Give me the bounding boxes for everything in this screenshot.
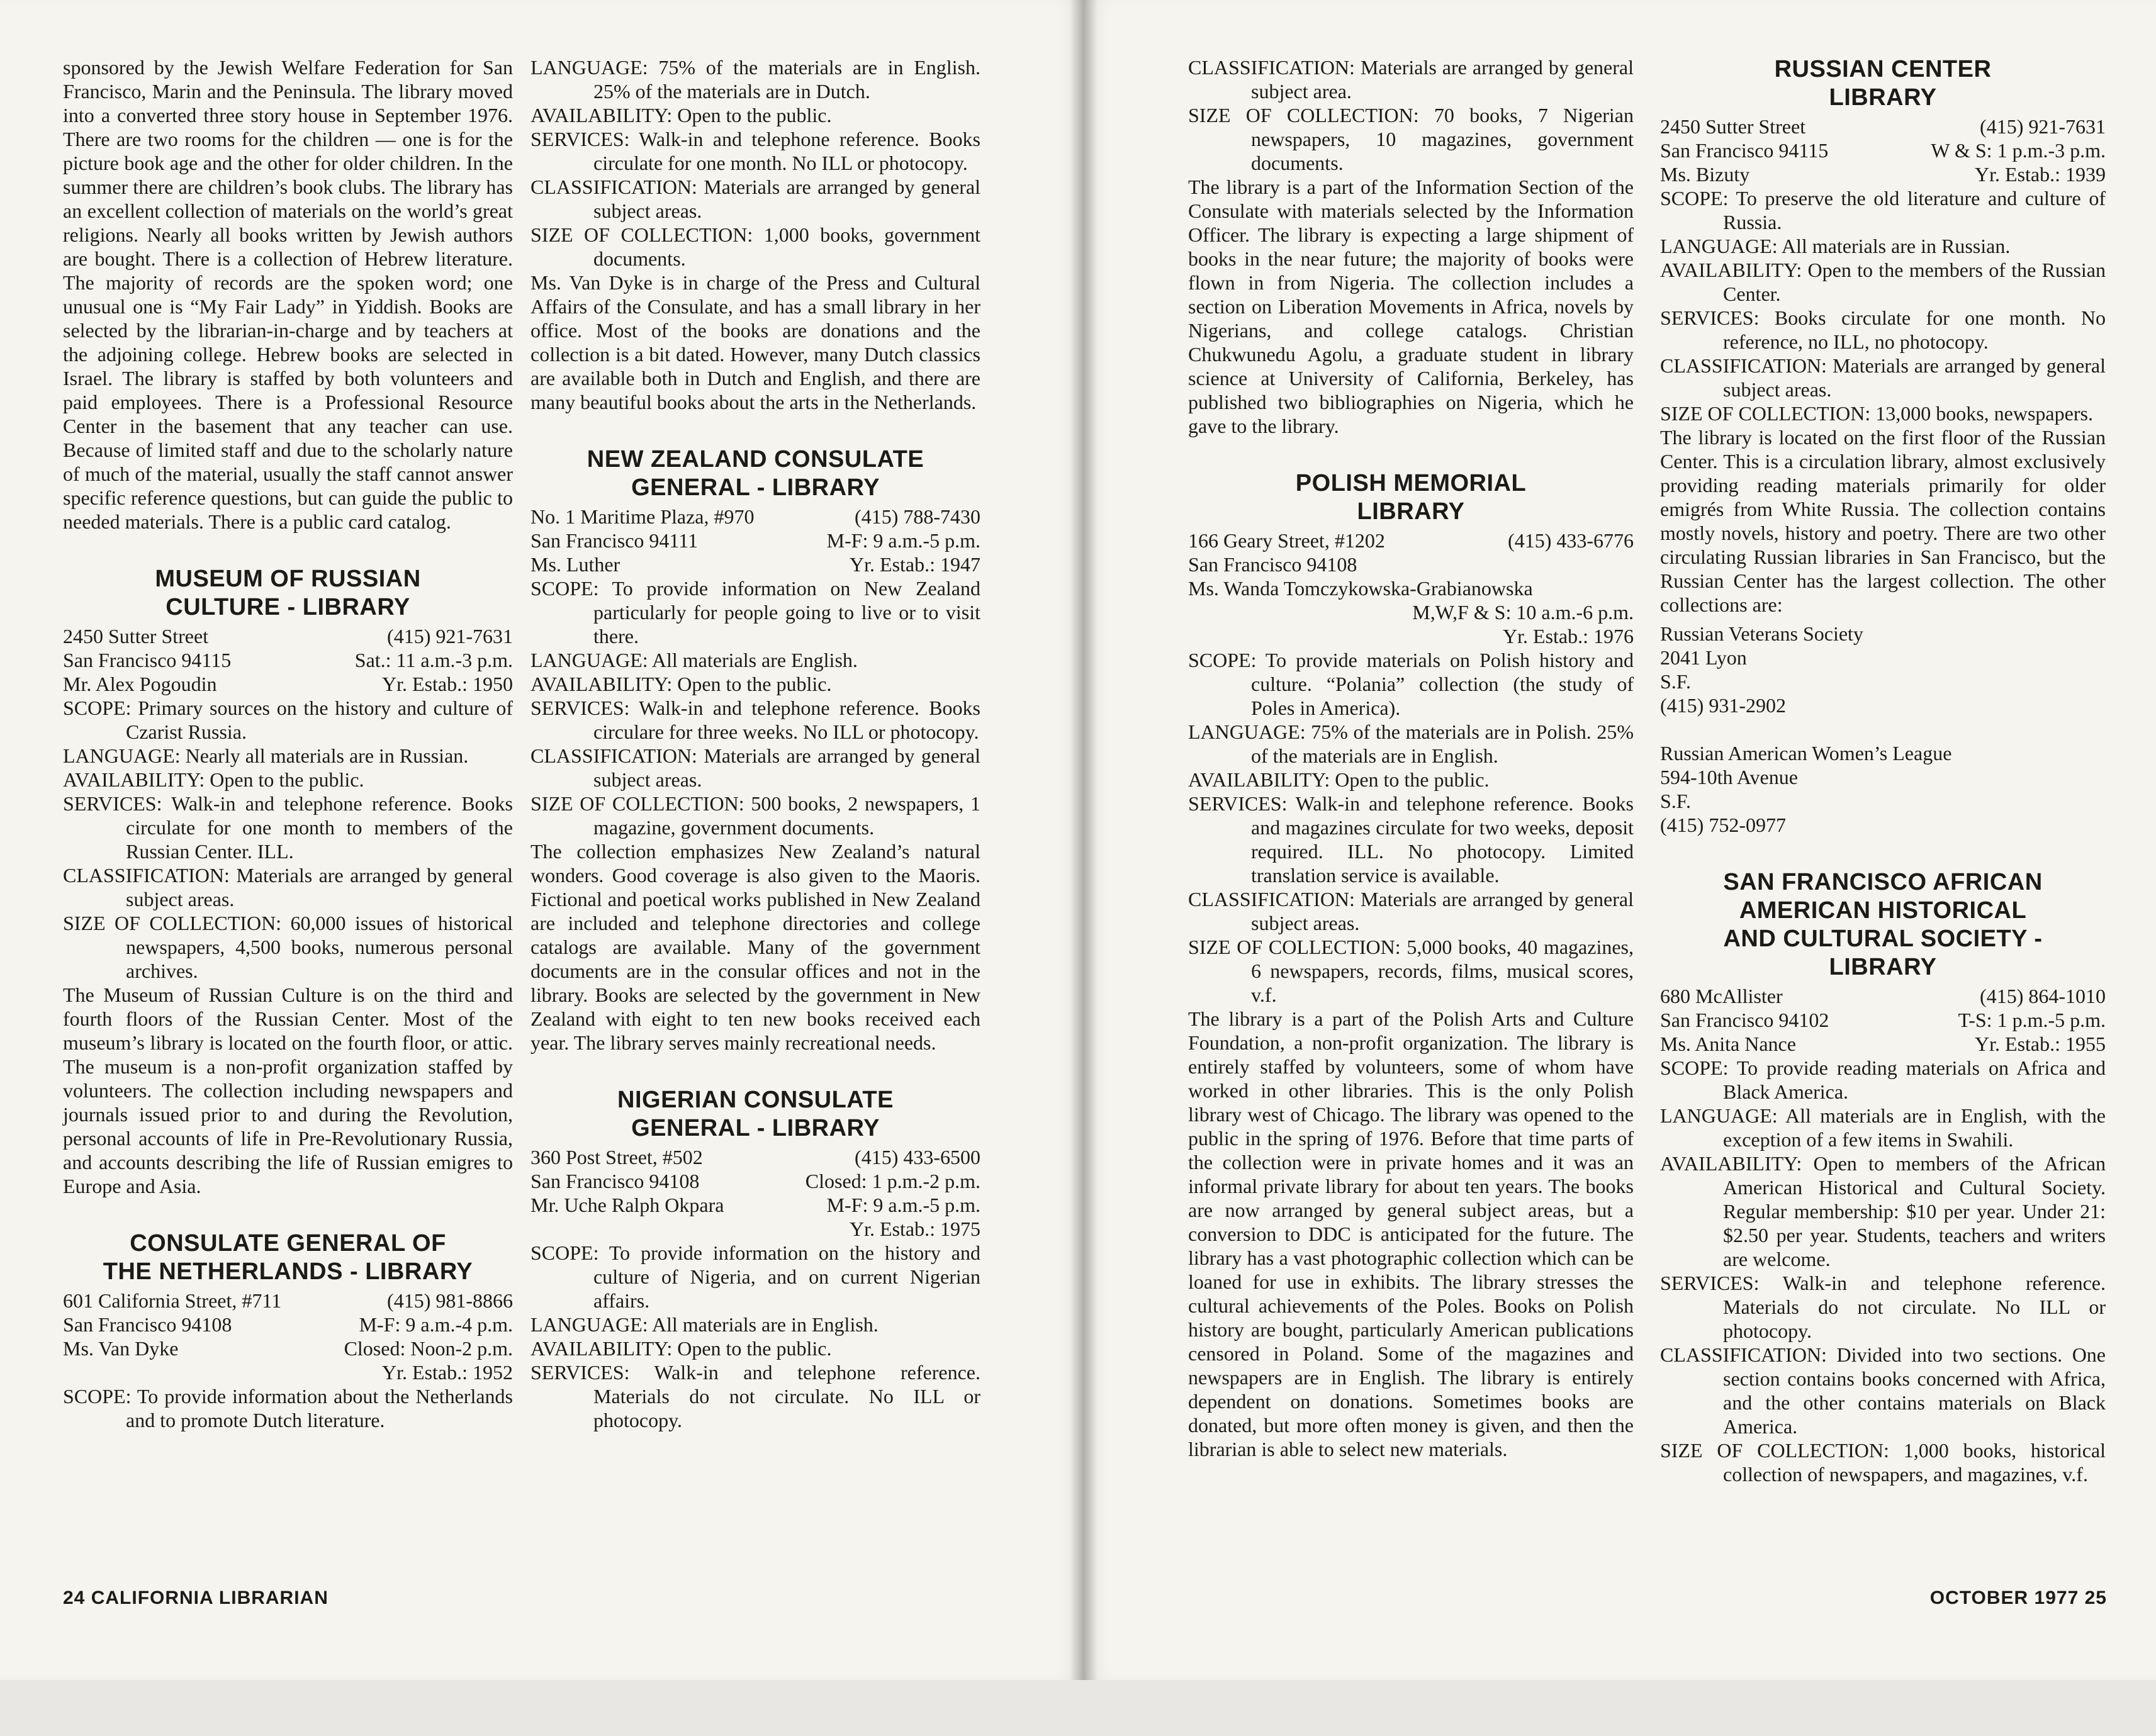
nigerian-services: SERVICES: Walk-in and telephone reference. Materials do not circulate. No ILL or photocopy. (531, 1361, 980, 1431)
other-collection-2-phone: (415) 752-0977 (1660, 814, 1786, 836)
nigerian-classification: CLASSIFICATION: Materials are arranged by general subject area. (1188, 56, 1634, 103)
column-2 (531, 55, 980, 1432)
nigerian-scope: SCOPE: To provide information on the history and culture of Nigeria, and on current Nigerian affairs. (531, 1241, 980, 1312)
russian-center-heading: RUSSIAN CENTER LIBRARY (1774, 56, 1992, 111)
other-collection-2-city: S.F. (1660, 790, 1692, 812)
museum-contact-row: Mr. Alex Pogoudin Yr. Estab.: 1950 (63, 673, 513, 695)
newzealand-contact-row: Ms. Luther Yr. Estab.: 1947 (531, 553, 980, 576)
african-classification: CLASSIFICATION: Divided into two sections. One section contains books concerned with Africa, and the other contains materials on Black America. (1660, 1343, 2106, 1438)
netherlands-classification: CLASSIFICATION: Materials are arranged by general subject areas. (531, 176, 980, 222)
russian-services: SERVICES: Books circulate for one month. No reference, no ILL, no photocopy. (1660, 306, 2106, 353)
newzealand-heading: NEW ZEALAND CONSULATE GENERAL - LIBRARY (587, 446, 924, 501)
russian-classification: CLASSIFICATION: Materials are arranged by general subject areas. (1660, 354, 2106, 401)
museum-scope: SCOPE: Primary sources on the history and culture of Czarist Russia. (63, 697, 513, 743)
russian-contact-row: Ms. Bizuty Yr. Estab.: 1939 (1660, 163, 2106, 186)
other-collection-1-city: S.F. (1660, 670, 1692, 693)
polish-classification: CLASSIFICATION: Materials are arranged by general subject areas. (1188, 888, 1634, 934)
polish-language: LANGUAGE: 75% of the materials are in Polish. 25% of the materials are in English. (1188, 720, 1634, 767)
polish-services: SERVICES: Walk-in and telephone reference. Books and magazines circulate for two weeks, deposit required. ILL. No photocopy. Limited translation service is available. (1188, 792, 1634, 887)
museum-language: LANGUAGE: Nearly all materials are in Russian. (63, 744, 469, 767)
other-collection-1-phone: (415) 931-2902 (1660, 694, 1786, 717)
polish-heading: POLISH MEMORIAL LIBRARY (1295, 470, 1527, 525)
netherlands-scope: SCOPE: To provide information about the Netherlands and to promote Dutch literature. (63, 1385, 513, 1431)
polish-hours-row: M,W,F & S: 10 a.m.-6 p.m. (1412, 601, 1634, 624)
nigerian-contact-row: Mr. Uche Ralph Okpara M-F: 9 a.m.-5 p.m. (531, 1194, 980, 1216)
newzealand-classification: CLASSIFICATION: Materials are arranged by general subject areas. (531, 744, 980, 791)
nigerian-address-row: 360 Post Street, #502 (415) 433-6500 (531, 1146, 980, 1168)
polish-city: San Francisco 94108 (1188, 553, 1357, 576)
nigerian-city-row: San Francisco 94108 Closed: 1 p.m.-2 p.m. (531, 1170, 980, 1192)
nigerian-language: LANGUAGE: All materials are in English. (531, 1313, 879, 1336)
polish-description: The library is a part of the Polish Arts and Culture Foundation, a non-profit organization. The library is entirely staffed by volunteers, some of whom have worked in other libraries. This is the only Polish library west of Chicago. The library was opened to the public in the spring of 1976. Before that time parts of the collection were in private homes and it was an informal private library for about ten years. The books are now arranged by general subject areas, but a conversion to DDC is anticipated for the future. The library has a vast photographic collection which can be loaned for use in exhibits. The library stresses the cultural achievements of the Poles. Books on Polish history are bought, particularly American publications censored in Poland. Some of the magazines and newspapers are in English. The library is entirely dependent on donations. Sometimes books are donated, but more often money is given, and then the librarian is able to select new materials. (1188, 1007, 1634, 1460)
african-city-row: San Francisco 94102 T-S: 1 p.m.-5 p.m. (1660, 1009, 2106, 1031)
nigerian-estab-row: Yr. Estab.: 1975 (850, 1218, 980, 1240)
netherlands-estab-row: Yr. Estab.: 1952 (382, 1361, 513, 1384)
museum-availability: AVAILABILITY: Open to the public. (63, 768, 364, 791)
other-collection-2-street: 594-10th Avenue (1660, 766, 1798, 788)
museum-classification: CLASSIFICATION: Materials are arranged by general subject areas. (63, 864, 513, 910)
russian-city-row: San Francisco 94115 W & S: 1 p.m.-3 p.m. (1660, 139, 2106, 162)
russian-language: LANGUAGE: All materials are in Russian. (1660, 235, 2011, 257)
intro-paragraph: sponsored by the Jewish Welfare Federation for San Francisco, Marin and the Peninsula. The library moved into a converted three story house in September 1976. There are two rooms for the children — one is for the picture book age and the other for older children. In the summer there are children’s book clubs. The library has an excellent collection of materials on the world’s great religions. Nearly all books written by Jewish authors are bought. There is a collection of Hebrew literature. The majority of records are the spoken word; one unusual one is “My Fair Lady” in Yiddish. Books are selected by the librarian-in-charge and by teachers at the adjoining college. Hebrew books are selected in Israel. The library is staffed by both volunteers and paid employees. There is a Professional Resource Center in the basement that any teacher can use. Because of limited staff and due to the scholarly nature of much of the material, usually the staff cannot answer specific reference questions, but can guide the public to needed materials. There is a public card catalog. (63, 56, 513, 533)
museum-description: The Museum of Russian Culture is on the third and fourth floors of the Russian Center. Most of the museum’s library is located on the fourth floor, or attic. The museum is a non-profit organization staffed by volunteers. The collection including newspapers and journals issued prior to and during the Revolution, personal accounts of life in Pre-Revolutionary Russia, and accounts describing the life of Russian emigres to Europe and Asia. (63, 983, 513, 1197)
newzealand-address-row: No. 1 Maritime Plaza, #970 (415) 788-7430 (531, 505, 980, 528)
russian-scope: SCOPE: To preserve the old literature and culture of Russia. (1660, 187, 2106, 233)
newzealand-description: The collection emphasizes New Zealand’s natural wonders. Good coverage is also given to the Maoris. Fictional and poetical works published in New Zealand are included and telephone directories and college catalogs are available. Many of the government documents are in the consular offices and not in the library. Books are selected by the government in New Zealand with eight to ten new books received each year. The library serves mainly recreational needs. (531, 840, 980, 1054)
african-heading: SAN FRANCISCO AFRICAN AMERICAN HISTORICAL AND CULTURAL SOCIETY - LIBRARY (1723, 869, 2043, 980)
museum-city-row: San Francisco 94115 Sat.: 11 a.m.-3 p.m. (63, 649, 513, 671)
museum-size: SIZE OF COLLECTION: 60,000 issues of historical newspapers, 4,500 books, numerous personal archives. (63, 912, 513, 982)
african-availability: AVAILABILITY: Open to members of the African American Historical and Cultural Society. Regular membership: $10 per year. Under 21: $2.50 per year. Students, teachers and writers are welcome. (1660, 1152, 2106, 1270)
african-contact-row: Ms. Anita Nance Yr. Estab.: 1955 (1660, 1033, 2106, 1055)
nigerian-availability: AVAILABILITY: Open to the public. (531, 1337, 832, 1360)
russian-availability: AVAILABILITY: Open to the members of the Russian Center. (1660, 259, 2106, 305)
netherlands-size: SIZE OF COLLECTION: 1,000 books, government documents. (531, 223, 980, 270)
russian-description: The library is located on the first floor of the Russian Center. This is a circulation library, almost exclusively providing reading materials primarily for older emigrés from White Russia. The collection contains mostly novels, history and poetry. There are two other circulating Russian libraries in San Francisco, but the Russian Center has the largest collection. The other collections are: (1660, 426, 2106, 616)
newzealand-scope: SCOPE: To provide information on New Zealand particularly for people going to live or to visit there. (531, 577, 980, 647)
african-language: LANGUAGE: All materials are in English, with the exception of a few items in Swahili. (1660, 1104, 2106, 1151)
newzealand-size: SIZE OF COLLECTION: 500 books, 2 newspapers, 1 magazine, government documents. (531, 792, 980, 839)
netherlands-availability: AVAILABILITY: Open to the public. (531, 104, 832, 126)
polish-address-row: 166 Geary Street, #1202 (415) 433-6776 (1188, 529, 1634, 552)
polish-estab-row: Yr. Estab.: 1976 (1503, 625, 1634, 647)
polish-availability: AVAILABILITY: Open to the public. (1188, 768, 1490, 791)
other-collection-1-name: Russian Veterans Society (1660, 622, 1863, 645)
netherlands-heading: CONSULATE GENERAL OF THE NETHERLANDS - LIBRARY (103, 1230, 473, 1285)
newzealand-city-row: San Francisco 94111 M-F: 9 a.m.-5 p.m. (531, 529, 980, 552)
nigerian-heading: NIGERIAN CONSULATE GENERAL - LIBRARY (617, 1087, 894, 1141)
african-size: SIZE OF COLLECTION: 1,000 books, historical collection of newspapers, and magazines, v.f. (1660, 1439, 2106, 1486)
african-address-row: 680 McAllister (415) 864-1010 (1660, 985, 2106, 1007)
russian-address-row: 2450 Sutter Street (415) 921-7631 (1660, 115, 2106, 138)
polish-size: SIZE OF COLLECTION: 5,000 books, 40 magazines, 6 newspapers, records, films, musical scores, v.f. (1188, 936, 1634, 1006)
african-services: SERVICES: Walk-in and telephone reference. Materials do not circulate. No ILL or photocopy. (1660, 1272, 2106, 1342)
nigerian-description: The library is a part of the Information Section of the Consulate with materials selected by the Information Officer. The library is expecting a large shipment of books in the near future; the majority of books were flown in from Nigeria. The collection includes a section on Liberation Movements in Africa, novels by Nigerians, and college catalogs. Christian Chukwunedu Agolu, a graduate student in library science at University of California, Berkeley, has published two bibliographies on Nigeria, which he gave to the library. (1188, 176, 1634, 437)
netherlands-language: LANGUAGE: 75% of the materials are in English. 25% of the materials are in Dutch. (531, 56, 980, 103)
book-gutter (1070, 0, 1098, 1680)
netherlands-services: SERVICES: Walk-in and telephone reference. Books circulate for one month. No ILL or photocopy. (531, 128, 980, 174)
other-collection-1-street: 2041 Lyon (1660, 646, 1747, 669)
polish-contact: Ms. Wanda Tomczykowska-Grabianowska (1188, 577, 1533, 600)
column-3 (1188, 55, 1634, 1461)
netherlands-description: Ms. Van Dyke is in charge of the Press and Cultural Affairs of the Consulate, and has a small library in her office. Most of the books are donations and the collection is a bit dated. However, many Dutch classics are available both in Dutch and English, and there are many beautiful books about the arts in the Netherlands. (531, 271, 980, 413)
polish-scope: SCOPE: To provide materials on Polish history and culture. “Polania” collection (the study of Poles in America). (1188, 649, 1634, 719)
museum-address-row: 2450 Sutter Street (415) 921-7631 (63, 625, 513, 647)
newzealand-language: LANGUAGE: All materials are English. (531, 649, 858, 671)
museum-heading: MUSEUM OF RUSSIAN CULTURE - LIBRARY (155, 566, 421, 620)
newzealand-availability: AVAILABILITY: Open to the public. (531, 673, 832, 695)
column-1 (63, 55, 513, 1432)
african-scope: SCOPE: To provide reading materials on Africa and Black America. (1660, 1056, 2106, 1103)
netherlands-address-row: 601 California Street, #711 (415) 981-8866 (63, 1289, 513, 1312)
newzealand-services: SERVICES: Walk-in and telephone reference. Books circulare for three weeks. No ILL or photocopy. (531, 697, 980, 743)
museum-services: SERVICES: Walk-in and telephone reference. Books circulate for one month to members of the Russian Center. ILL. (63, 792, 513, 863)
page-footer-left: 24 CALIFORNIA LIBRARIAN (63, 1588, 328, 1608)
russian-size: SIZE OF COLLECTION: 13,000 books, newspapers. (1660, 402, 2093, 425)
page-footer-right: OCTOBER 1977 25 (1929, 1588, 2107, 1608)
column-4 (1660, 55, 2106, 1486)
other-collection-2-name: Russian American Women’s League (1660, 742, 1952, 764)
netherlands-city-row: San Francisco 94108 M-F: 9 a.m.-4 p.m. (63, 1313, 513, 1336)
nigerian-size: SIZE OF COLLECTION: 70 books, 7 Nigerian newspapers, 10 magazines, government documents. (1188, 104, 1634, 174)
netherlands-contact-row: Ms. Van Dyke Closed: Noon-2 p.m. (63, 1337, 513, 1360)
